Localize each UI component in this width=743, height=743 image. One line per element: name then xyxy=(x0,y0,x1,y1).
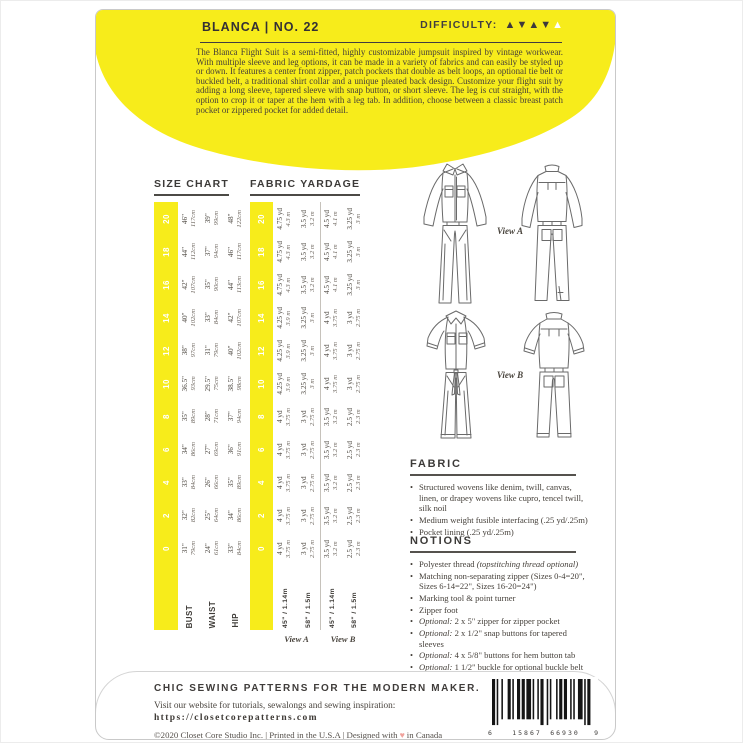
copyright-line xyxy=(154,730,442,740)
yardage-size-cell: 0 xyxy=(250,532,273,565)
view-a-58-cell: 3.5 yd 3.2 m xyxy=(299,209,316,228)
header-divider xyxy=(200,42,562,43)
list-item: • Matching non-separating zipper (Sizes 0-4=20", Sizes 6-14=22", Sizes 16-20=24") xyxy=(410,571,592,592)
view-a-45-cell: 4.75 yd 4.3 m xyxy=(276,240,293,263)
size-cell: 18 xyxy=(154,235,178,268)
barcode-digit-left: 6 xyxy=(488,729,492,737)
view-b-front-illustration xyxy=(410,306,502,458)
fabric-width-label: 45" / 1.14m xyxy=(320,565,343,630)
measure-label-hip: HIP xyxy=(231,613,240,628)
difficulty-triangles xyxy=(505,20,563,31)
waist-cell: 28" 71cm xyxy=(203,409,220,424)
view-a-45-cell: 4.25 yd 3.9 m xyxy=(276,372,293,395)
view-a-58-cell: 3 yd 2.75 m xyxy=(299,473,316,492)
hip-cell: 48" 122cm xyxy=(226,209,243,228)
view-b-58-cell: 3.25 yd 3 m xyxy=(345,273,362,296)
hip-cell: 44" 113cm xyxy=(226,275,243,294)
view-b-45-cell: 3.5 yd 3.2 m xyxy=(320,466,343,499)
website-url: https://closetcorepatterns.com xyxy=(154,713,318,723)
size-chart-labels xyxy=(154,565,247,630)
view-b-45-cell: 4.5 yd 4.1 m xyxy=(320,268,343,301)
view-a-45-cell: 4 yd 3.75 m xyxy=(276,407,293,426)
notions-heading: NOTIONS xyxy=(410,535,576,553)
view-b-58-cell: 2.5 yd 2.3 m xyxy=(345,539,362,558)
view-a-45-cell: 4.75 yd 4.3 m xyxy=(276,273,293,296)
size-chart-heading: SIZE CHART xyxy=(154,178,229,196)
size-cell: 14 xyxy=(154,301,178,334)
hip-cell: 38.5" 98cm xyxy=(226,375,243,392)
size-band-end xyxy=(154,565,178,630)
list-item: • Zipper foot xyxy=(410,605,592,616)
bust-cell: 31" 79cm xyxy=(180,541,197,556)
bust-cell: 42" 107cm xyxy=(180,275,197,294)
view-b-58-cell: 2.5 yd 2.3 m xyxy=(345,407,362,426)
fabric-yardage-table xyxy=(250,202,366,565)
yardage-size-cell: 10 xyxy=(250,367,273,400)
list-item: • Marking tool & point turner xyxy=(410,593,592,604)
view-b-45-cell: 3.5 yd 3.2 m xyxy=(320,499,343,532)
size-cell: 16 xyxy=(154,268,178,301)
hip-cell: 33" 84cm xyxy=(226,541,243,556)
barcode-digits xyxy=(488,729,598,737)
bust-cell: 46" 117cm xyxy=(180,209,197,228)
view-a-58-cell: 3 yd 2.75 m xyxy=(299,539,316,558)
view-b-58-cell: 3.25 yd 3 m xyxy=(345,207,362,230)
view-a-45-cell: 4.75 yd 4.3 m xyxy=(276,207,293,230)
measure-label-waist: WAIST xyxy=(208,600,217,628)
view-b-45-cell: 4 yd 3.75 m xyxy=(320,367,343,400)
size-cell: 8 xyxy=(154,400,178,433)
hip-cell: 46" 117cm xyxy=(226,242,243,261)
view-a-label: View A xyxy=(497,226,523,236)
list-item: • Optional: 2 x 5" zipper for zipper pocket xyxy=(410,616,592,627)
hip-cell: 40" 102cm xyxy=(226,341,243,360)
barcode-digit-right: 9 xyxy=(594,729,598,737)
barcode-digit-group2: 66930 xyxy=(550,729,580,737)
waist-cell: 39" 99cm xyxy=(203,211,220,226)
waist-cell: 25" 64cm xyxy=(203,508,220,523)
yardage-size-cell: 18 xyxy=(250,235,273,268)
list-item: • Optional: 1 1/2" buckle for optional buckle belt xyxy=(410,662,592,673)
waist-cell: 29.5" 75cm xyxy=(203,375,220,392)
view-b-45-cell: 3.5 yd 3.2 m xyxy=(320,532,343,565)
difficulty-triangle-down-filled: ▼ xyxy=(540,18,552,31)
copyright-text: ©2020 Closet Core Studio Inc. | Printed in the U.S.A | Designed with xyxy=(154,730,398,740)
list-item: • Polyester thread (topstitching thread optional) xyxy=(410,559,592,570)
waist-cell: 33" 84cm xyxy=(203,310,220,325)
view-b-58-cell: 3 yd 2.75 m xyxy=(345,308,362,327)
view-a-45-cell: 4.25 yd 3.9 m xyxy=(276,306,293,329)
view-b-45-cell: 4 yd 3.75 m xyxy=(320,334,343,367)
view-b-45-cell: 3.5 yd 3.2 m xyxy=(320,433,343,466)
measure-label-bust: BUST xyxy=(185,604,194,628)
yardage-size-cell: 4 xyxy=(250,466,273,499)
fabric-heading: FABRIC xyxy=(410,458,576,476)
list-item: • Optional: 4 x 5/8" buttons for hem button tab xyxy=(410,650,592,661)
view-b-45-cell: 4.5 yd 4.1 m xyxy=(320,235,343,268)
view-a-45-cell: 4 yd 3.75 m xyxy=(276,539,293,558)
hip-cell: 36" 91cm xyxy=(226,442,243,457)
size-cell: 12 xyxy=(154,334,178,367)
website-invite-line: Visit our website for tutorials, sewalongs and sewing inspiration: xyxy=(154,701,396,711)
view-a-column-label: View A xyxy=(284,634,309,644)
size-cell: 4 xyxy=(154,466,178,499)
fabric-list xyxy=(410,482,592,537)
view-b-58-cell: 3 yd 2.75 m xyxy=(345,374,362,393)
list-item: • Medium weight fusible interfacing (.25 yd/.25m) xyxy=(410,515,592,526)
yardage-size-cell: 6 xyxy=(250,433,273,466)
fabric-width-label: 45" / 1.14m xyxy=(281,587,289,628)
size-cell: 10 xyxy=(154,367,178,400)
list-item: • Optional: 2 x 1/2" snap buttons for tapered sleeves xyxy=(410,628,592,649)
hip-cell: 35" 89cm xyxy=(226,475,243,490)
waist-cell: 35" 90cm xyxy=(203,277,220,292)
size-cell: 2 xyxy=(154,499,178,532)
view-a-58-cell: 3.25 yd 3 m xyxy=(299,339,316,362)
yardage-band-end xyxy=(250,565,273,630)
view-a-58-cell: 3.5 yd 3.2 m xyxy=(299,242,316,261)
view-b-58-cell: 3.25 yd 3 m xyxy=(345,240,362,263)
fabric-section xyxy=(410,458,592,538)
fabric-yardage-labels xyxy=(250,565,366,630)
yardage-size-cell: 16 xyxy=(250,268,273,301)
view-b-label: View B xyxy=(496,370,524,380)
yardage-size-cell: 12 xyxy=(250,334,273,367)
difficulty-triangle-up-light: ▲ xyxy=(552,18,563,31)
bust-cell: 34" 86cm xyxy=(180,442,197,457)
view-a-58-cell: 3 yd 2.75 m xyxy=(299,440,316,459)
bust-cell: 36.5" 93cm xyxy=(180,375,197,392)
view-b-back-illustration xyxy=(515,309,593,453)
size-cell: 0 xyxy=(154,532,178,565)
pattern-description: The Blanca Flight Suit is a semi-fitted, highly customizable jumpsuit inspired by vintage workwear. With multiple sleeve and leg options, it can be made in a variety of fabrics and can easily be styled up or down. It features a center front zipper, patch pockets that double as belt loops, an optional tie belt or buckled belt, a traditional shirt collar and a unique pleated back design. Customize your flight suit by adding a long sleeve, tapered sleeve with snap button, or short sleeve. The leg is cut straight, with the option to crop it or taper at the hem with a leg tab. In addition, choose between a classic breast patch pocket or zippered pocket for added detail. xyxy=(196,47,563,115)
size-cell: 6 xyxy=(154,433,178,466)
notions-section xyxy=(410,535,592,674)
list-item: • Structured wovens like denim, twill, canvas, linen, or drapey wovens like cupro, tencel twill, silk noil xyxy=(410,482,592,514)
view-a-45-cell: 4 yd 3.75 m xyxy=(276,506,293,525)
hip-cell: 37" 94cm xyxy=(226,409,243,424)
difficulty-rating xyxy=(420,19,563,31)
fabric-width-label: 58" / 1.5m xyxy=(351,592,358,628)
yardage-size-cell: 8 xyxy=(250,400,273,433)
pattern-title: BLANCA | NO. 22 xyxy=(202,20,320,34)
waist-cell: 24" 61cm xyxy=(203,541,220,556)
yardage-size-cell: 2 xyxy=(250,499,273,532)
view-b-58-cell: 2.5 yd 2.3 m xyxy=(345,440,362,459)
waist-cell: 31" 79cm xyxy=(203,343,220,358)
view-a-58-cell: 3 yd 2.75 m xyxy=(299,506,316,525)
size-cell: 20 xyxy=(154,202,178,235)
brand-tagline: CHIC SEWING PATTERNS FOR THE MODERN MAKER. xyxy=(154,683,481,694)
view-a-45-cell: 4 yd 3.75 m xyxy=(276,440,293,459)
fabric-width-label: 58" / 1.5m xyxy=(305,592,312,628)
view-a-45-cell: 4.25 yd 3.9 m xyxy=(276,339,293,362)
bust-cell: 33" 84cm xyxy=(180,475,197,490)
view-a-58-cell: 3.25 yd 3 m xyxy=(299,372,316,395)
view-b-58-cell: 2.5 yd 2.3 m xyxy=(345,506,362,525)
view-a-58-cell: 3 yd 2.75 m xyxy=(299,407,316,426)
pattern-envelope-back xyxy=(95,9,616,740)
difficulty-triangle-down-filled: ▼ xyxy=(516,18,528,31)
waist-cell: 37" 94cm xyxy=(203,244,220,259)
view-b-45-cell: 4 yd 3.75 m xyxy=(320,301,343,334)
bust-cell: 35" 89cm xyxy=(180,409,197,424)
view-b-column-label: View B xyxy=(330,634,356,644)
yardage-size-cell: 14 xyxy=(250,301,273,334)
hip-cell: 42" 107cm xyxy=(226,308,243,327)
view-a-58-cell: 3.25 yd 3 m xyxy=(299,306,316,329)
view-b-45-cell: 4.5 yd 4.1 m xyxy=(320,202,343,235)
yardage-size-cell: 20 xyxy=(250,202,273,235)
bust-cell: 40" 102cm xyxy=(180,308,197,327)
list-item: • Pocket lining (.25 yd/.25m) xyxy=(410,527,592,538)
hip-cell: 34" 86cm xyxy=(226,508,243,523)
waist-cell: 26" 66cm xyxy=(203,475,220,490)
difficulty-triangle-up-filled: ▲ xyxy=(528,18,540,31)
view-b-45-cell: 3.5 yd 3.2 m xyxy=(320,400,343,433)
difficulty-triangle-up-filled: ▲ xyxy=(504,18,516,31)
size-chart-table xyxy=(154,202,247,565)
difficulty-label: DIFFICULTY: xyxy=(420,19,498,31)
view-b-58-cell: 3 yd 2.75 m xyxy=(345,341,362,360)
bust-cell: 32" 82cm xyxy=(180,508,197,523)
notions-list xyxy=(410,559,592,673)
bust-cell: 44" 112cm xyxy=(180,242,197,261)
view-b-58-cell: 2.5 yd 2.3 m xyxy=(345,473,362,492)
copyright-country: in Canada xyxy=(406,730,443,740)
bust-cell: 38" 97cm xyxy=(180,343,197,358)
waist-cell: 27" 69cm xyxy=(203,442,220,457)
view-a-45-cell: 4 yd 3.75 m xyxy=(276,473,293,492)
barcode xyxy=(488,677,598,739)
view-a-58-cell: 3.5 yd 3.2 m xyxy=(299,275,316,294)
heart-icon: ♥ xyxy=(399,730,405,740)
fabric-yardage-heading: FABRIC YARDAGE xyxy=(250,178,360,196)
barcode-digit-group1: 15867 xyxy=(512,729,542,737)
